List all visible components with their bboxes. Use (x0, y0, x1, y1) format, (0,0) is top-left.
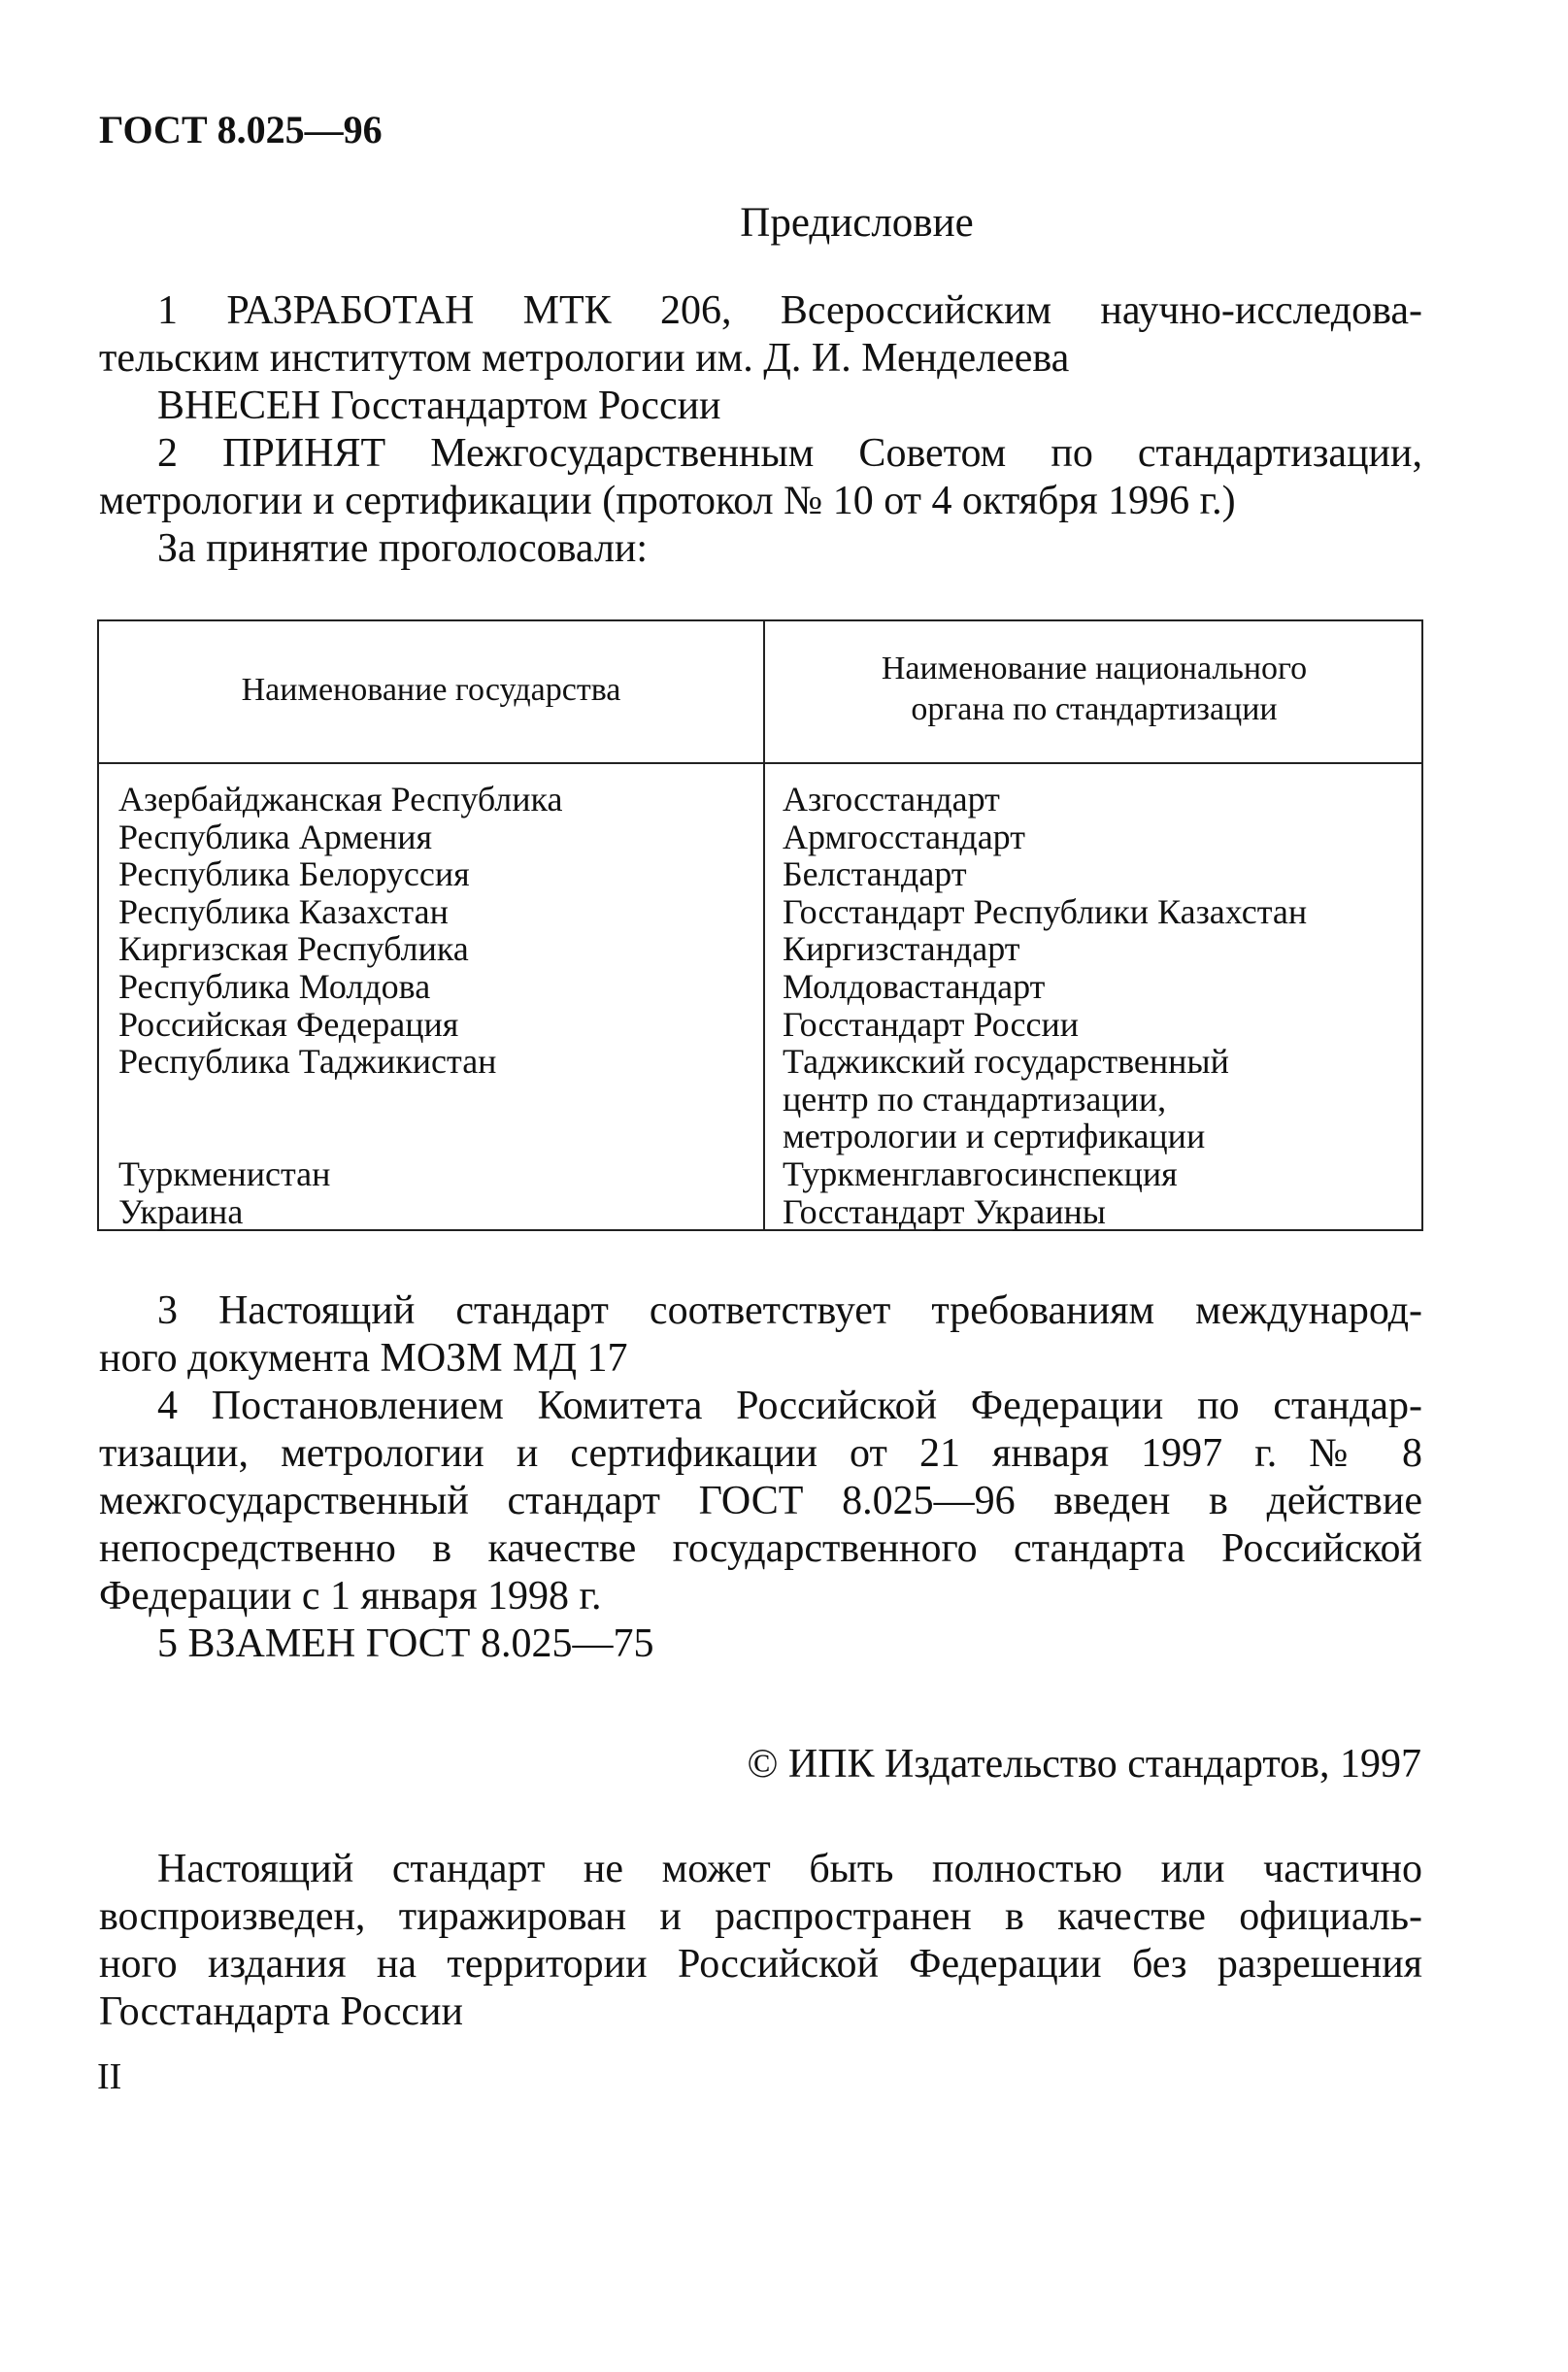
paragraph-4-line-2: тизации, метрологии и сертификации от 21 января 1997 г. № 8 (99, 1431, 1422, 1476)
paragraph-1-line-3: ВНЕСЕН Госстандартом России (157, 384, 721, 428)
paragraph-2 (99, 430, 1422, 573)
paragraph-4-line-4: непосредственно в качестве государственного стандарта Российской (99, 1526, 1422, 1571)
table-row-body: Таджикский государственный (783, 1042, 1229, 1082)
table-row-state: Киргизская Республика (118, 929, 469, 969)
paragraph-4-line-1: 4 Постановлением Комитета Российской Федерации по стандар- (157, 1384, 1422, 1428)
table-row-state: Российская Федерация (118, 1004, 459, 1044)
reproduction-notice (99, 1846, 1422, 2036)
table-header-state: Наименование государства (241, 672, 621, 708)
paragraph-2-line-2: метрологии и сертификации (протокол № 10 от 4 октября 1996 г.) (99, 479, 1236, 523)
table-row-state: Республика Таджикистан (118, 1042, 497, 1082)
notice-line-3: ного издания на территории Российской Федерации без разрешения (99, 1942, 1422, 1987)
table-row-body: Госстандарт Украины (783, 1191, 1106, 1231)
table-row-state: Республика Армения (118, 817, 433, 856)
paragraph-3 (99, 1287, 1422, 1383)
paragraph-4-line-5: Федерации с 1 января 1998 г. (99, 1574, 602, 1619)
paragraph-1-line-1: 1 РАЗРАБОТАН МТК 206, Всероссийским научно-исследова- (157, 288, 1422, 333)
table-row-state: Туркменистан (118, 1154, 331, 1193)
table-row-body: Туркменглавгосинспекция (783, 1154, 1178, 1193)
table-row-body: Госстандарт Республики Казахстан (783, 891, 1308, 931)
copyright: © ИПК Издательство стандартов, 1997 (747, 1742, 1421, 1787)
table-row-body: метрологии и сертификации (783, 1117, 1206, 1156)
paragraph-4-line-3: межгосударственный стандарт ГОСТ 8.025—96 введен в действие (99, 1479, 1422, 1523)
table-header-body-line-2: органа по стандартизации (911, 691, 1278, 727)
paragraph-2-line-1: 2 ПРИНЯТ Межгосударственным Советом по стандартизации, (157, 431, 1422, 476)
table-row-body: Госстандарт России (783, 1004, 1079, 1044)
document-number: ГОСТ 8.025—96 (99, 108, 383, 151)
table-row-body: Армгосстандарт (783, 817, 1025, 856)
paragraph-3-line-2: ного документа МОЗМ МД 17 (99, 1336, 628, 1381)
voting-table (97, 619, 1423, 1231)
table-row-body: Белстандарт (783, 854, 967, 894)
table-row-state: Украина (118, 1191, 244, 1231)
paragraph-1-line-2: тельским институтом метрологии им. Д. И. Менделеева (99, 336, 1070, 381)
table-row-body: Молдовастандарт (783, 967, 1046, 1006)
table-row-body: Киргизстандарт (783, 929, 1020, 969)
table-header-body (765, 649, 1423, 730)
notice-line-2: воспроизведен, тиражирован и распространен в качестве официаль- (99, 1894, 1422, 1939)
table-row-state: Республика Белоруссия (118, 854, 470, 894)
table-header-body-line-1: Наименование национального (881, 651, 1308, 686)
table-row-state: Республика Молдова (118, 967, 431, 1006)
paragraph-4 (99, 1383, 1422, 1620)
preface-title: Предисловие (740, 200, 974, 246)
table-row-state: Республика Казахстан (118, 891, 449, 931)
notice-line-4: Госстандарта России (99, 1989, 463, 2034)
notice-line-1: Настоящий стандарт не может быть полностью или частично (157, 1847, 1422, 1891)
table-row-body: Азгосстандарт (783, 780, 1000, 819)
page-number: II (97, 2056, 122, 2097)
table-header-divider (99, 762, 1421, 764)
table-row-state: Азербайджанская Республика (118, 780, 563, 819)
paragraph-2-line-3: За принятие проголосовали: (157, 526, 649, 571)
table-row-body: центр по стандартизации, (783, 1079, 1167, 1119)
paragraph-5 (99, 1620, 1422, 1668)
paragraph-3-line-1: 3 Настоящий стандарт соответствует требованиям международ- (157, 1288, 1422, 1333)
paragraph-5-line-1: 5 ВЗАМЕН ГОСТ 8.025—75 (157, 1621, 654, 1666)
paragraph-1 (99, 287, 1422, 430)
